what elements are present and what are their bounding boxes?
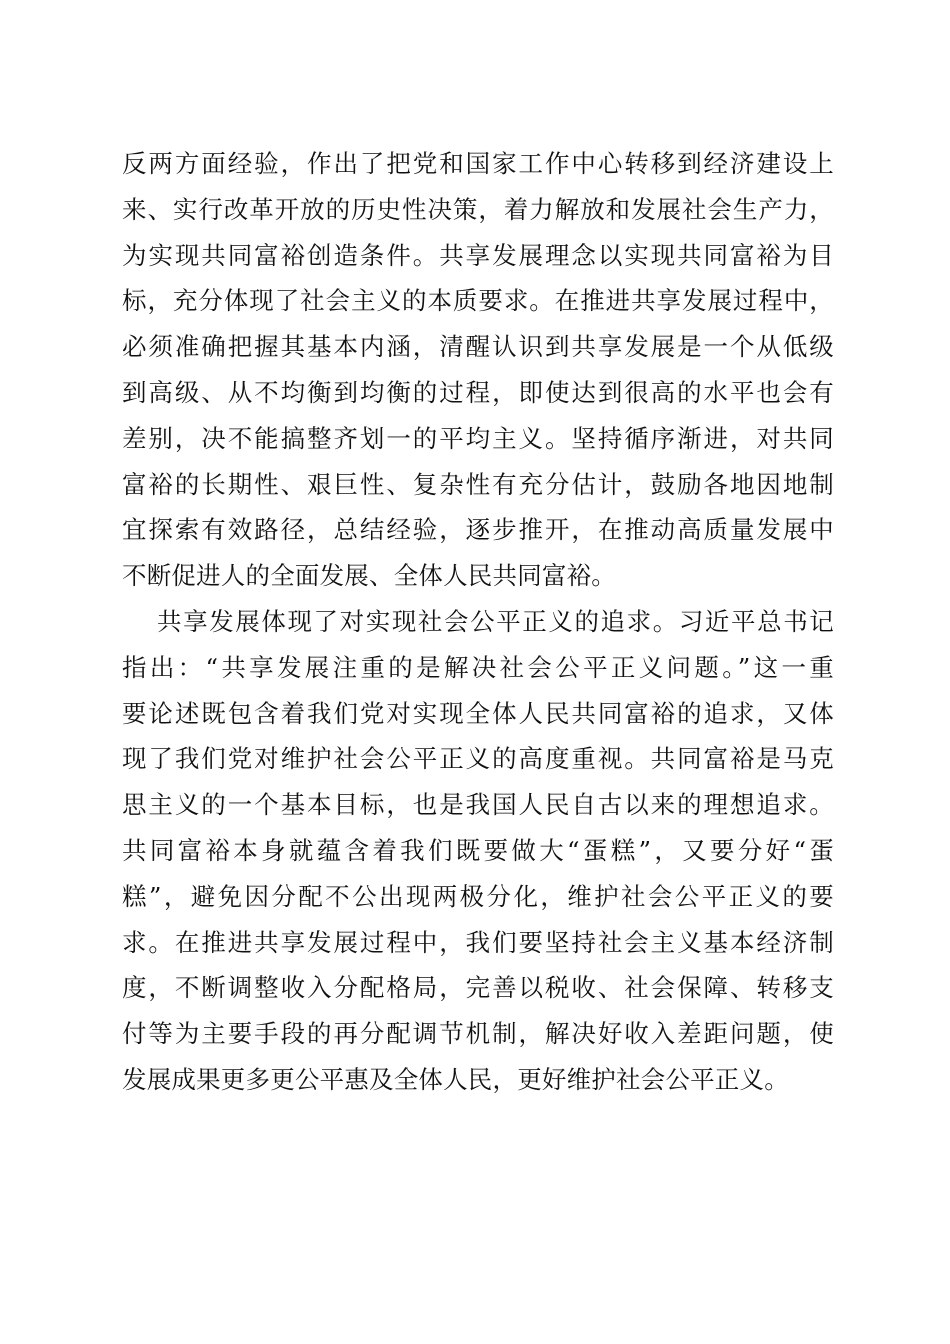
text-line: 不断促进人的全面发展、全体人民共同富裕。 — [122, 561, 616, 591]
text-line: 度，不断调整收入分配格局，完善以税收、社会保障、转移支 — [122, 973, 834, 1003]
text-line: 思主义的一个基本目标，也是我国人民自古以来的理想追求。 — [122, 790, 834, 820]
text-line: 现了我们党对维护社会公平正义的高度重视。共同富裕是马克 — [122, 744, 834, 774]
text-line: 标，充分体现了社会主义的本质要求。在推进共享发展过程中， — [122, 286, 834, 316]
text-line: 反两方面经验，作出了把党和国家工作中心转移到经济建设上 — [122, 149, 834, 178]
paragraph-2 — [122, 599, 834, 1103]
text-line: 到高级、从不均衡到均衡的过程，即使达到很高的水平也会有 — [122, 377, 834, 407]
text-line: 来、实行改革开放的历史性决策，着力解放和发展社会生产力， — [122, 194, 834, 224]
text-line: 付等为主要手段的再分配调节机制，解决好收入差距问题，使 — [122, 1019, 834, 1049]
text-line: 宜探索有效路径，总结经验，逐步推开，在推动高质量发展中 — [122, 515, 834, 545]
paragraph-1 — [122, 141, 834, 599]
body-text — [122, 141, 834, 1103]
text-line: 糕”，避免因分配不公出现两极分化，维护社会公平正义的要 — [122, 881, 834, 911]
text-line: 必须准确把握其基本内涵，清醒认识到共享发展是一个从低级 — [122, 332, 834, 362]
text-line: 富裕的长期性、艰巨性、复杂性有充分估计，鼓励各地因地制 — [122, 469, 834, 499]
text-line: 要论述既包含着我们党对实现全体人民共同富裕的追求，又体 — [122, 698, 834, 728]
text-line: 差别，决不能搞整齐划一的平均主义。坚持循序渐进，对共同 — [122, 423, 834, 453]
text-line: 为实现共同富裕创造条件。共享发展理念以实现共同富裕为目 — [122, 240, 834, 270]
text-line: 发展成果更多更公平惠及全体人民，更好维护社会公平正义。 — [122, 1064, 789, 1094]
text-line: 指出：“共享发展注重的是解决社会公平正义问题。”这一重 — [122, 652, 834, 682]
text-line: 求。在推进共享发展过程中，我们要坚持社会主义基本经济制 — [122, 927, 834, 957]
text-line: 共享发展体现了对实现社会公平正义的追求。习近平总书记 — [157, 606, 834, 636]
text-line: 共同富裕本身就蕴含着我们既要做大“蛋糕”，又要分好“蛋 — [122, 835, 834, 865]
